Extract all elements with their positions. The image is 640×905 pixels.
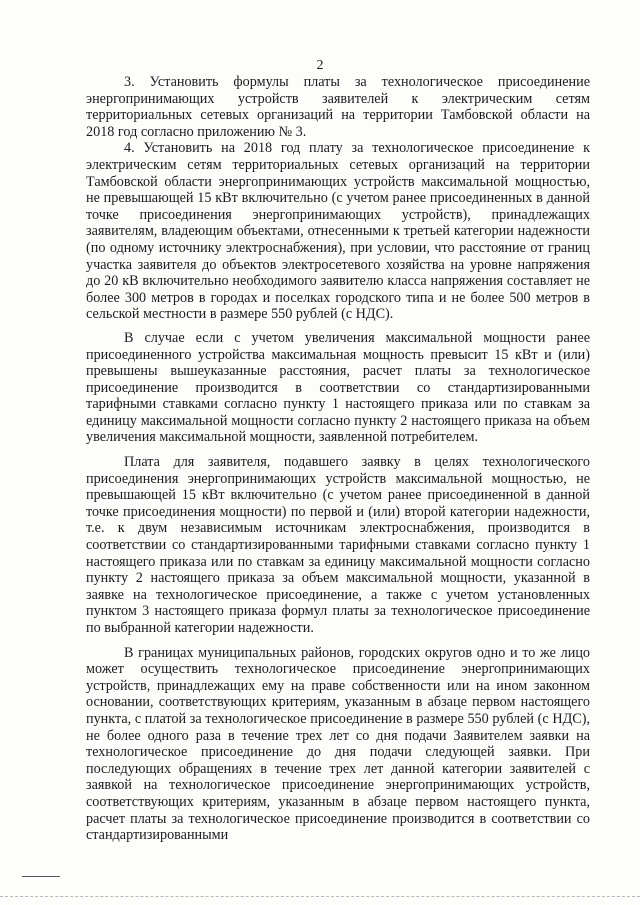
paragraph-item-3: 3. Установить формулы платы за технологическое присоединение энергопринимающих устройств заявителей к электрическим сетям территориальных сетевых организаций на территории Тамбовской области на 2018 год согласно приложению № 3. — [86, 74, 590, 140]
page-number: 2 — [316, 58, 324, 73]
document-body — [86, 74, 590, 844]
paragraph-municipal-limits: В границах муниципальных районов, городских округов одно и то же лицо может осуществить технологическое присоединение энергопринимающих устройств, принадлежащих ему на праве собственности или на ином законном основании, соответствующих критериям, указанным в абзаце первом настоящего пункта, с платой за технологическое присоединение в размере 550 рублей (с НДС), не более одного раза в течение трех лет со дня подачи Заявителем заявки на технологическое присоединение до дня подачи следующей заявки. При последующих обращениях в течение трех лет данной категории заявителей с заявкой на технологическое присоединение энергопринимающих устройств, соответствующих критериям, указанным в абзаце первом настоящего пункта, расчет платы за технологическое присоединение производится в соответствии со стандартизированными — [86, 644, 590, 844]
scan-edge-line — [0, 896, 640, 897]
footnote-rule — [22, 876, 60, 877]
paragraph-item-4: 4. Установить на 2018 год плату за технологическое присоединение к электрическим сетям территориальных сетевых организаций на территории Тамбовской области энергопринимающих устройств максимальной мощностью, не превышающей 15 кВт включительно (с учетом ранее присоединенных в данной точке присоединения энергопринимающих устройств), принадлежащих заявителям, владеющим объектами, отнесенными к третьей категории надежности (по одному источнику электроснабжения), при условии, что расстояние от границ участка заявителя до объектов электросетевого хозяйства на уровне напряжения до 20 кВ включительно необходимого заявителю класса напряжения составляет не более 300 метров в городах и поселках городского типа и не более 500 метров в сельской местности в размере 550 рублей (с НДС). — [86, 140, 590, 323]
paragraph-reliability-category: Плата для заявителя, подавшего заявку в целях технологического присоединения энергопринимающих устройств максимальной мощностью, не превышающей 15 кВт включительно (с учетом ранее присоединенной в данной точке присоединения мощности) по первой и (или) второй категории надежности, т.е. к двум независимым источникам электроснабжения, производится в соответствии со стандартизированными тарифными ставками согласно пункту 1 настоящего приказа или по ставкам за единицу максимальной мощности согласно пункту 2 настоящего приказа за объем максимальной мощности, указанной в заявке на технологическое присоединение, а также с учетом установленных пунктом 3 настоящего приказа формул платы за технологическое присоединение по выбранной категории надежности. — [86, 454, 590, 636]
paragraph-increase-capacity: В случае если с учетом увеличения максимальной мощности ранее присоединенного устройства максимальная мощность превысит 15 кВт и (или) превышены вышеуказанные расстояния, расчет платы за технологическое присоединение производится в соответствии со стандартизированными тарифными ставками согласно пункту 1 настоящего приказа или по ставкам за единицу максимальной мощности согласно пункту 2 настоящего приказа на объем увеличения максимальной мощности, заявленной потребителем. — [86, 329, 590, 446]
